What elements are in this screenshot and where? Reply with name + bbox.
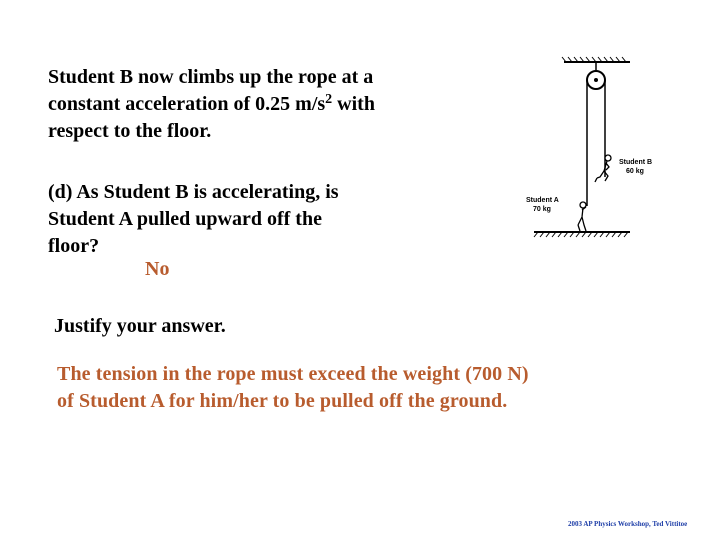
pulley-diagram xyxy=(520,55,710,245)
exponent-superscript: 2 xyxy=(325,92,333,107)
student-b-mass: 60 kg xyxy=(626,168,644,175)
footer-credit: 2003 AP Physics Workshop, Ted Vittitoe xyxy=(568,520,688,528)
question-d xyxy=(48,179,428,260)
question-line-1: (d) As Student B is accelerating, is xyxy=(48,181,339,203)
prompt-line-1: Student B now climbs up the rope at a xyxy=(48,66,374,88)
student-b-figure xyxy=(595,155,611,182)
floor xyxy=(534,232,630,237)
prompt-line-2-text: constant acceleration of 0.25 m/s xyxy=(48,93,326,115)
student-a-label: Student A xyxy=(526,197,559,204)
ceiling xyxy=(562,57,630,62)
explanation-text xyxy=(57,361,657,415)
explanation-line-2: of Student A for him/her to be pulled off the ground. xyxy=(57,390,508,412)
pulley-wheel xyxy=(587,71,605,89)
prompt-line-2-tail: with xyxy=(332,93,375,115)
answer-text: No xyxy=(145,258,170,280)
question-line-3: floor? xyxy=(48,235,100,257)
question-line-2: Student A pulled upward off the xyxy=(48,208,322,230)
student-b-label: Student B xyxy=(619,159,653,166)
student-a-mass: 70 kg xyxy=(533,206,551,213)
student-a-figure xyxy=(578,202,586,231)
explanation-line-1: The tension in the rope must exceed the weight (700 N) xyxy=(57,363,529,385)
problem-prompt xyxy=(48,64,468,145)
justify-label: Justify your answer. xyxy=(54,315,226,337)
prompt-line-2 xyxy=(48,91,468,118)
prompt-line-3: respect to the floor. xyxy=(48,120,212,142)
